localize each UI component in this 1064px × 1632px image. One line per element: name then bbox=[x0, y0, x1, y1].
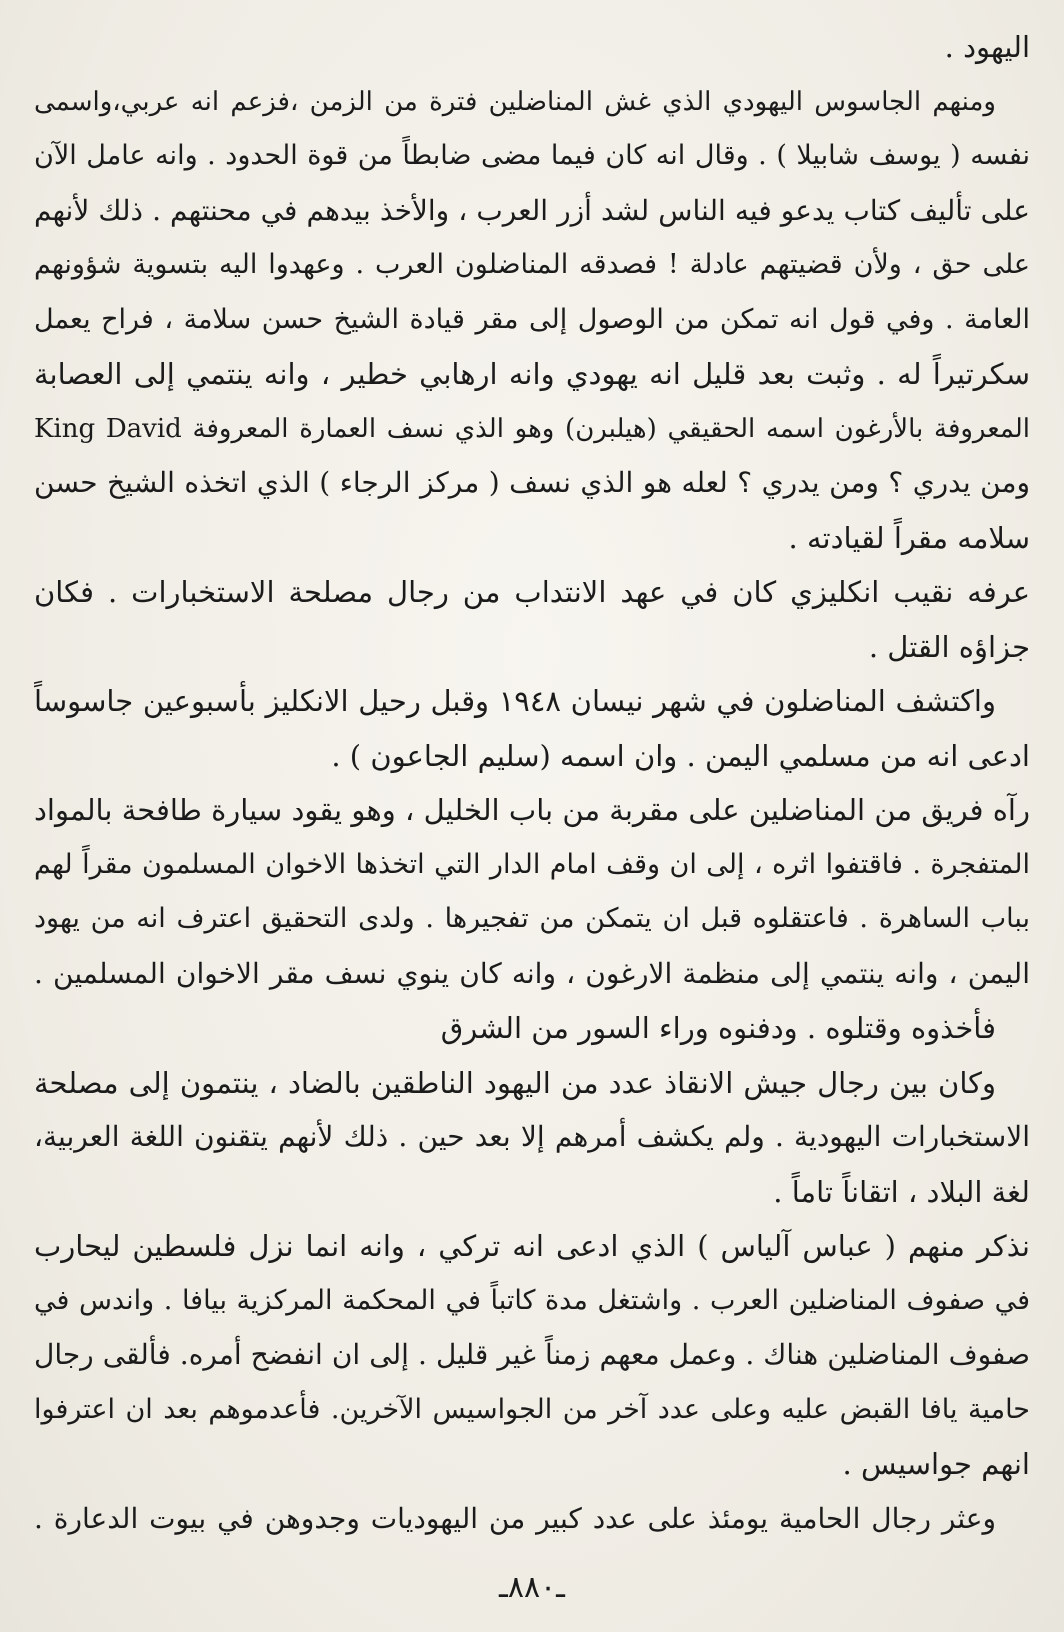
text-line: واكتشف المناضلون في شهر نيسان ١٩٤٨ وقبل رحيل الانكليز بأسبوعين جاسوساً bbox=[34, 684, 996, 718]
text-line: انهم جواسيس . bbox=[842, 1447, 1030, 1481]
text-line: ادعى انه من مسلمي اليمن . وان اسمه (سليم الجاعون ) . bbox=[331, 738, 1030, 773]
text-line: سلامه مقراً لقيادته . bbox=[788, 520, 1030, 555]
text-line: لغة البلاد ، اتقاناً تاماً . bbox=[773, 1174, 1030, 1209]
text-line: في صفوف المناضلين العرب . واشتغل مدة كاتباً في المحكمة المركزية بيافا . واندس في bbox=[34, 1284, 1030, 1316]
text-line: حامية يافا القبض عليه وعلى عدد آخر من الجواسيس الآخرين. فأعدموهم بعد ان اعترفوا bbox=[34, 1393, 1030, 1425]
text-line: وكان بين رجال جيش الانقاذ عدد من اليهود الناطقين بالضاد ، ينتمون إلى مصلحة bbox=[34, 1065, 996, 1100]
text-line: على تأليف كتاب يدعو فيه الناس لشد أزر العرب ، والأخذ بيدهم في محنتهم . ذلك لأنهم bbox=[34, 193, 1030, 227]
text-line: اليمن ، وانه ينتمي إلى منظمة الارغون ، وانه كان ينوي نسف مقر الاخوان المسلمين . bbox=[34, 956, 1030, 990]
text-line: الاستخبارات اليهودية . ولم يكشف أمرهم إلا بعد حين . ذلك لأنهم يتقنون اللغة العربية، bbox=[34, 1120, 1030, 1153]
text-line: بباب الساهرة . فاعتقلوه قبل ان يتمكن من تفجيرها . ولدى التحقيق اعترف انه من يهود bbox=[34, 903, 1030, 934]
text-line: جزاؤه القتل . bbox=[868, 629, 1030, 664]
text-line: وعثر رجال الحامية يومئذ على عدد كبير من اليهوديات وجدوهن في بيوت الدعارة . bbox=[34, 1501, 996, 1535]
text-line: ومنهم الجاسوس اليهودي الذي غش المناضلين فترة من الزمن ،فزعم انه عربي،واسمى bbox=[34, 86, 996, 117]
text-line: المتفجرة . فاقتفوا اثره ، إلى ان وقف امام الدار التي اتخذها الاخوان المسلمون مقراً لهم bbox=[34, 848, 1030, 880]
page-number: ـ٨٨٠ـ bbox=[499, 1570, 565, 1605]
text-line: فأخذوه وقتلوه . ودفنوه وراء السور من الشرق bbox=[440, 1011, 996, 1045]
text-line: المعروفة بالأرغون اسمه الحقيقي (هيلبرن) وهو الذي نسف العمارة المعروفة King David bbox=[34, 413, 1030, 444]
text-line: سكرتيراً له . وثبت بعد قليل انه يهودي وانه ارهابي خطير ، وانه ينتمي إلى العصابة bbox=[34, 357, 1030, 391]
text-line: صفوف المناضلين هناك . وعمل معهم زمناً غير قليل . إلى ان انفضح أمره. فألقى رجال bbox=[34, 1338, 1030, 1371]
text-line: العامة . وفي قول انه تمكن من الوصول إلى مقر قيادة الشيخ حسن سلامة ، فراح يعمل bbox=[34, 303, 1030, 335]
page-text-body bbox=[34, 20, 1030, 1546]
text-line: رآه فريق من المناضلين على مقربة من باب الخليل ، وهو يقود سيارة طافحة بالمواد bbox=[34, 793, 1030, 827]
text-line: نفسه ( يوسف شابيلا ) . وقال انه كان فيما مضى ضابطاً من قوة الحدود . وانه عامل الآن bbox=[34, 140, 1030, 171]
text-line: نذكر منهم ( عباس آلياس ) الذي ادعى انه تركي ، وانه انما نزل فلسطين ليحارب bbox=[34, 1229, 1030, 1263]
text-line: اليهود . bbox=[944, 30, 1030, 64]
text-line: على حق ، ولأن قضيتهم عادلة ! فصدقه المناضلون العرب . وعهدوا اليه بتسوية شؤونهم bbox=[34, 249, 1030, 280]
text-line: ومن يدري ؟ ومن يدري ؟ لعله هو الذي نسف ( مركز الرجاء ) الذي اتخذه الشيخ حسن bbox=[34, 466, 1030, 499]
text-line: عرفه نقيب انكليزي كان في عهد الانتداب من رجال مصلحة الاستخبارات . فكان bbox=[34, 575, 1030, 609]
